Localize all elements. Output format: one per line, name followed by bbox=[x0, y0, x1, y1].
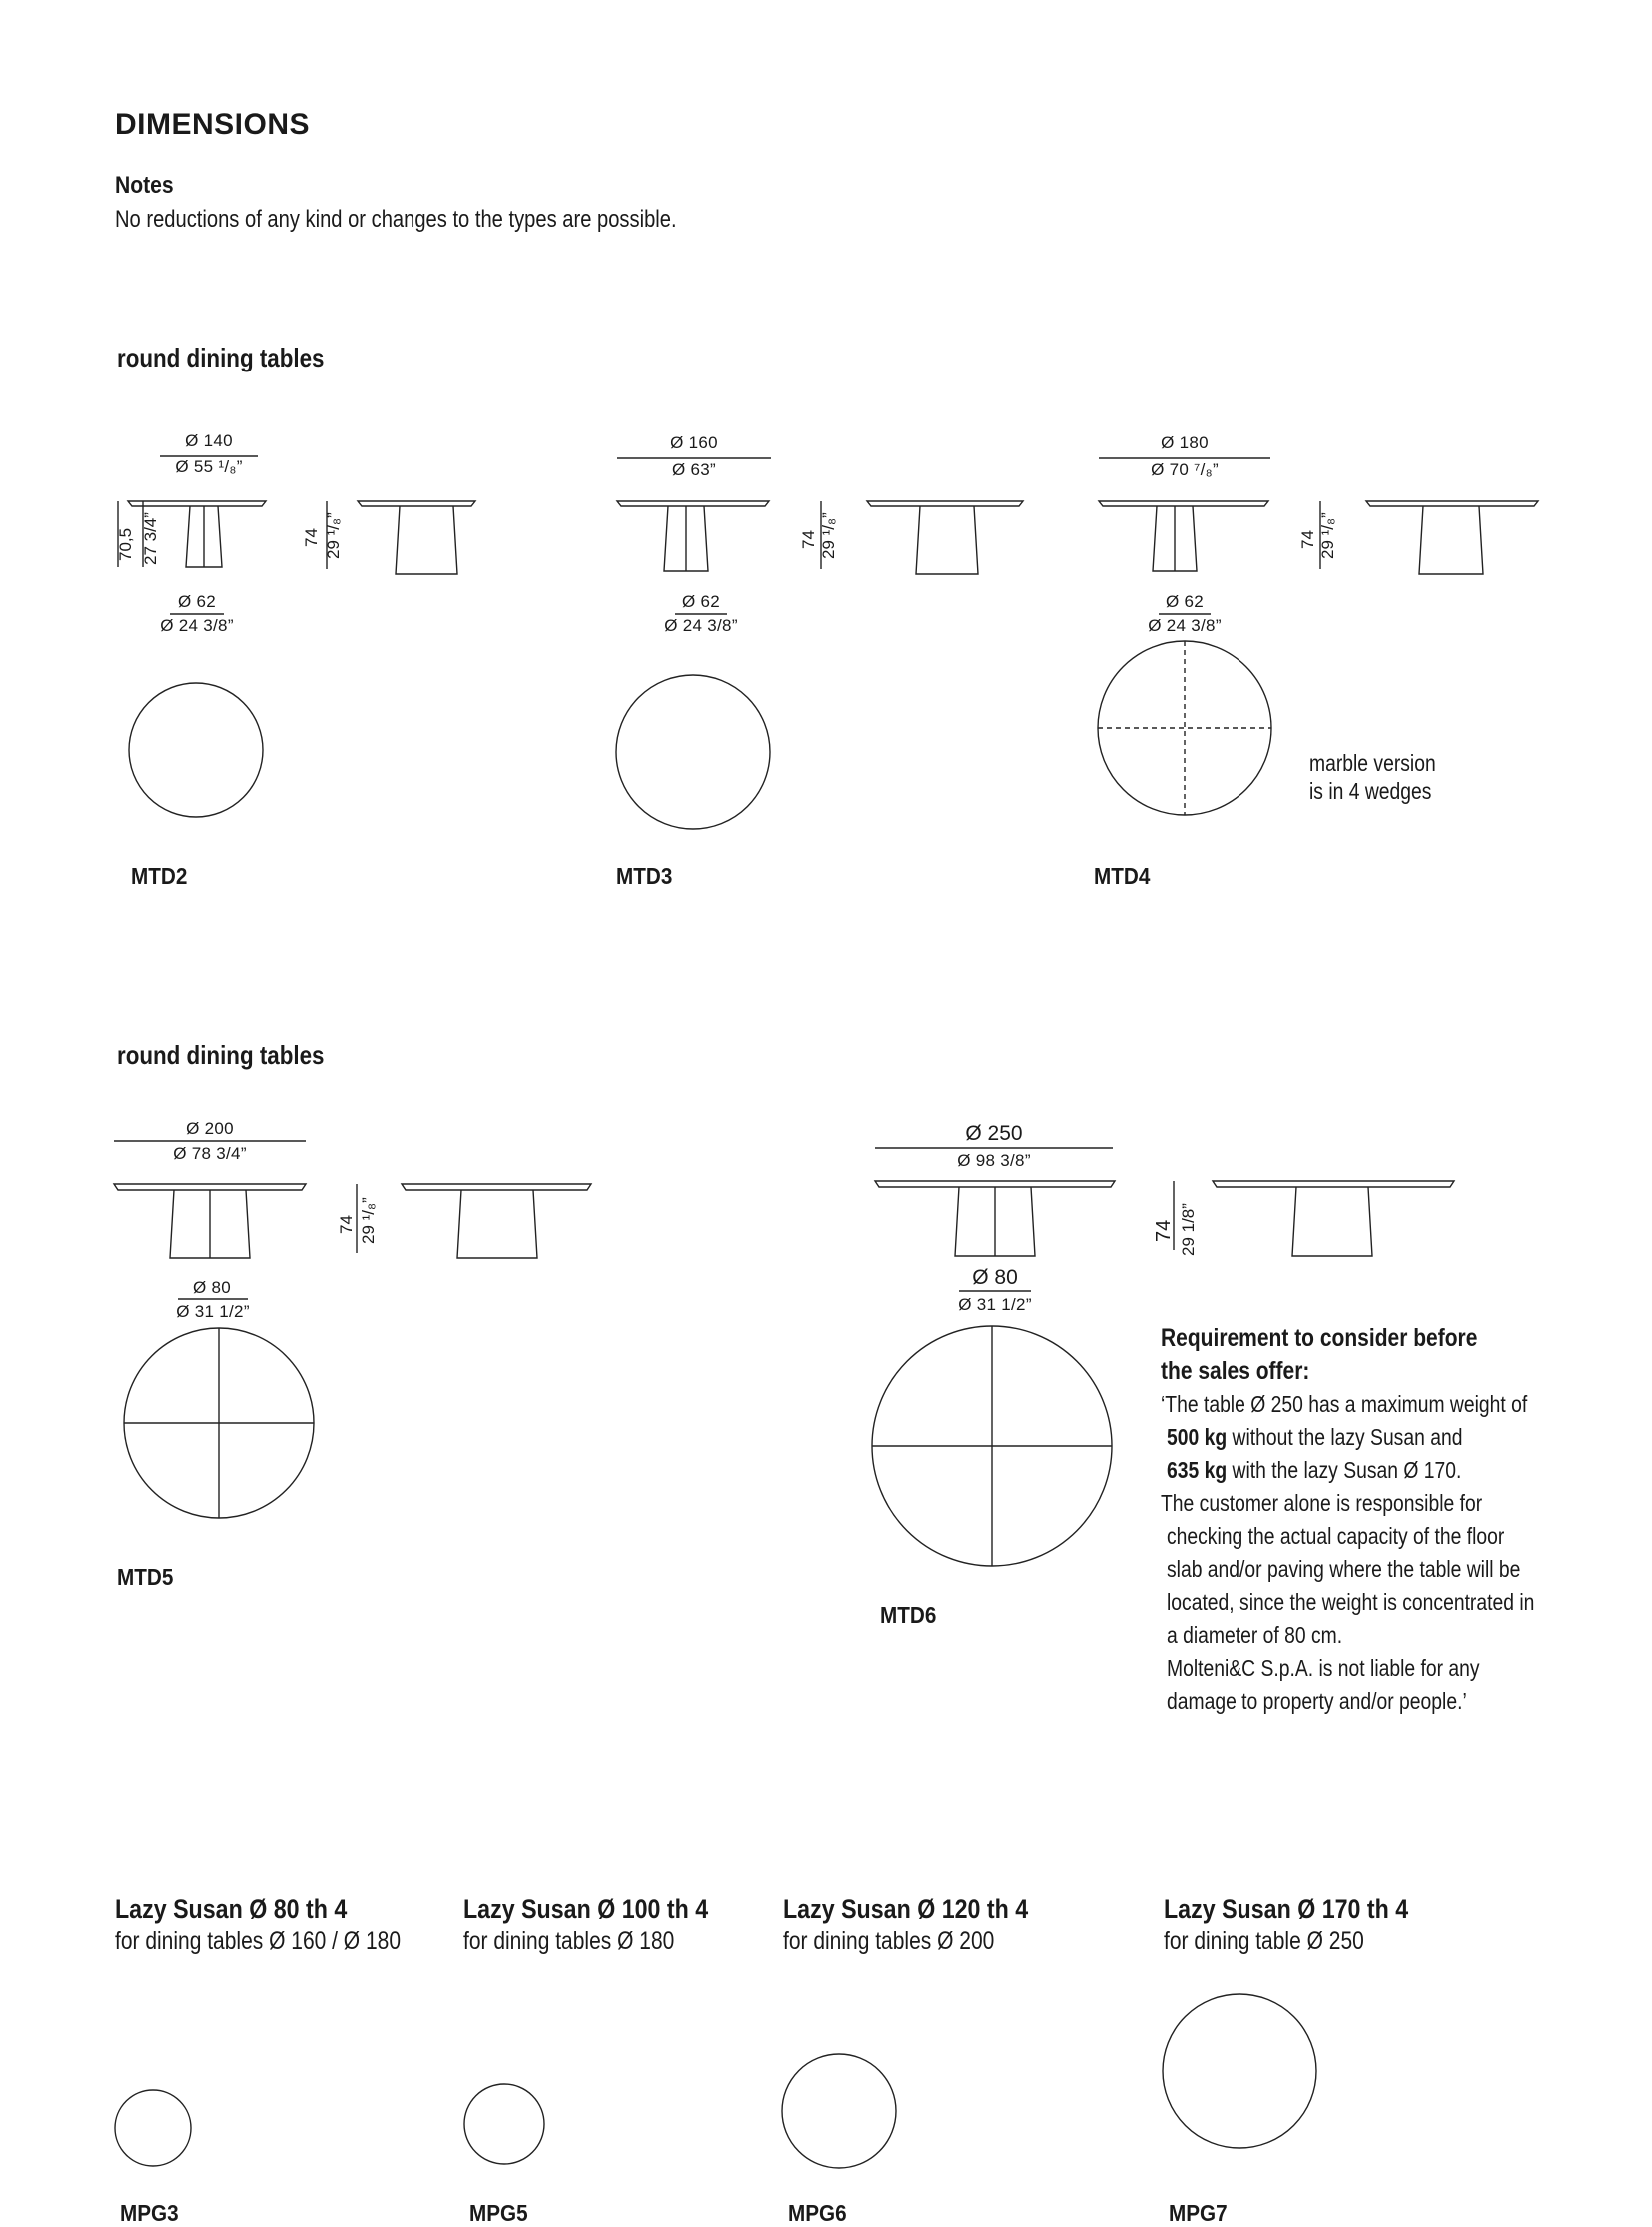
top-diameter-in-mtd2: Ø 55 ¹/₈” bbox=[175, 457, 243, 476]
requirement-title-line1: Requirement to consider before bbox=[1161, 1324, 1478, 1352]
page-title: DIMENSIONS bbox=[115, 108, 311, 141]
side-height-in-mtd5: 29 ¹/₈” bbox=[359, 1197, 378, 1244]
plan-circle-mpg3 bbox=[115, 2090, 191, 2166]
notes-label: Notes bbox=[115, 172, 174, 199]
base-diameter-cm-mtd3: Ø 62 bbox=[681, 592, 721, 611]
side-height-cm-mtd5: 74 bbox=[337, 1215, 356, 1234]
requirement-line4: The customer alone is responsible for bbox=[1161, 1490, 1483, 1516]
lazy-susan-subtitle-mpg5: for dining tables Ø 180 bbox=[463, 1927, 675, 1955]
tabletop-front-mtd2 bbox=[128, 501, 266, 506]
top-diameter-cm-mtd2: Ø 140 bbox=[185, 431, 233, 450]
lazy-susan-title-mpg3: Lazy Susan Ø 80 th 4 bbox=[115, 1894, 348, 1924]
requirement-line2-rest: without the lazy Susan and bbox=[1232, 1424, 1463, 1450]
base-diameter-cm-mtd4: Ø 62 bbox=[1165, 592, 1205, 611]
section-title-round-tables-2: round dining tables bbox=[117, 1040, 325, 1070]
side-height-cm-mtd3: 74 bbox=[799, 530, 818, 549]
notes-text: No reductions of any kind or changes to the types are possible. bbox=[115, 206, 677, 233]
plan-circle-mpg7 bbox=[1163, 1994, 1316, 2148]
top-diameter-in-mtd5: Ø 78 3/4” bbox=[173, 1144, 247, 1163]
side-height-cm-mtd2: 74 bbox=[302, 528, 321, 547]
height-in-mtd2: 27 3/4” bbox=[141, 512, 160, 565]
lazy-susan-subtitle-mpg3: for dining tables Ø 160 / Ø 180 bbox=[115, 1927, 402, 1955]
height-cm-mtd2: 70,5 bbox=[116, 527, 135, 561]
requirement-line9: Molteni&C S.p.A. is not liable for any bbox=[1167, 1655, 1480, 1681]
side-height-in-mtd3: 29 ¹/₈” bbox=[819, 512, 838, 559]
product-code-mtd3: MTD3 bbox=[616, 863, 673, 889]
requirement-line7: located, since the weight is concentrated in bbox=[1167, 1589, 1535, 1615]
requirement-line3 bbox=[1167, 1454, 1461, 1487]
base-diameter-cm-mtd2: Ø 62 bbox=[177, 592, 217, 611]
lazy-susan-title-mpg7: Lazy Susan Ø 170 th 4 bbox=[1164, 1894, 1409, 1924]
lazy-susan-subtitle-mpg7: for dining table Ø 250 bbox=[1164, 1927, 1364, 1955]
base-diameter-cm-mtd6: Ø 80 bbox=[972, 1266, 1018, 1289]
base-side-mtd2 bbox=[396, 506, 457, 574]
plan-circle-mtd2 bbox=[129, 683, 263, 817]
side-height-cm-mtd6: 74 bbox=[1153, 1219, 1175, 1242]
requirement-title-line2: the sales offer: bbox=[1161, 1357, 1310, 1385]
weight-without-lazy-susan: 500 kg bbox=[1167, 1424, 1228, 1450]
base-diameter-in-mtd5: Ø 31 1/2” bbox=[176, 1302, 250, 1321]
plan-circle-mpg5 bbox=[464, 2084, 544, 2164]
plan-circle-mpg6 bbox=[782, 2054, 896, 2168]
top-diameter-in-mtd6: Ø 98 3/8” bbox=[957, 1151, 1031, 1170]
product-code-mpg3: MPG3 bbox=[120, 2200, 179, 2226]
top-diameter-in-mtd4: Ø 70 ⁷/₈” bbox=[1151, 460, 1219, 479]
top-diameter-cm-mtd6: Ø 250 bbox=[965, 1122, 1023, 1145]
requirement-line3-rest: with the lazy Susan Ø 170. bbox=[1232, 1457, 1462, 1483]
lazy-susan-title-mpg5: Lazy Susan Ø 100 th 4 bbox=[463, 1894, 709, 1924]
top-diameter-cm-mtd5: Ø 200 bbox=[186, 1119, 234, 1138]
product-code-mtd2: MTD2 bbox=[131, 863, 188, 889]
weight-with-lazy-susan: 635 kg bbox=[1167, 1457, 1228, 1483]
marble-note-line1: marble version bbox=[1309, 750, 1436, 776]
product-code-mpg7: MPG7 bbox=[1169, 2200, 1228, 2226]
base-diameter-in-mtd4: Ø 24 3/8” bbox=[1148, 616, 1222, 635]
tabletop-side-mtd2 bbox=[358, 501, 475, 506]
lazy-susan-subtitle-mpg6: for dining tables Ø 200 bbox=[783, 1927, 995, 1955]
side-height-cm-mtd4: 74 bbox=[1298, 530, 1317, 549]
requirement-line6: slab and/or paving where the table will be bbox=[1167, 1556, 1521, 1582]
top-diameter-cm-mtd3: Ø 160 bbox=[670, 433, 718, 452]
plan-circle-mtd3 bbox=[616, 675, 770, 829]
top-diameter-cm-mtd4: Ø 180 bbox=[1161, 433, 1209, 452]
product-code-mtd5: MTD5 bbox=[117, 1564, 174, 1590]
product-code-mtd6: MTD6 bbox=[880, 1602, 937, 1628]
lazy-susan-title-mpg6: Lazy Susan Ø 120 th 4 bbox=[783, 1894, 1029, 1924]
base-diameter-in-mtd3: Ø 24 3/8” bbox=[664, 616, 738, 635]
section-title-round-tables-1: round dining tables bbox=[117, 343, 325, 372]
requirement-line1: ‘The table Ø 250 has a maximum weight of bbox=[1161, 1391, 1528, 1417]
requirement-line5: checking the actual capacity of the floor bbox=[1167, 1523, 1505, 1549]
marble-note-line2: is in 4 wedges bbox=[1309, 778, 1432, 804]
side-height-in-mtd6: 29 1/8” bbox=[1179, 1203, 1198, 1256]
base-diameter-in-mtd6: Ø 31 1/2” bbox=[958, 1295, 1032, 1314]
requirement-line2 bbox=[1167, 1421, 1462, 1454]
requirement-line8: a diameter of 80 cm. bbox=[1167, 1622, 1343, 1648]
side-height-in-mtd2: 29 ¹/₈” bbox=[324, 512, 343, 559]
requirement-line10: damage to property and/or people.’ bbox=[1167, 1688, 1467, 1714]
side-height-in-mtd4: 29 ¹/₈” bbox=[1318, 512, 1337, 559]
product-code-mtd4: MTD4 bbox=[1094, 863, 1151, 889]
base-diameter-in-mtd2: Ø 24 3/8” bbox=[160, 616, 234, 635]
product-code-mpg5: MPG5 bbox=[469, 2200, 528, 2226]
base-diameter-cm-mtd5: Ø 80 bbox=[192, 1278, 232, 1297]
top-diameter-in-mtd3: Ø 63” bbox=[671, 460, 717, 479]
product-code-mpg6: MPG6 bbox=[788, 2200, 847, 2226]
